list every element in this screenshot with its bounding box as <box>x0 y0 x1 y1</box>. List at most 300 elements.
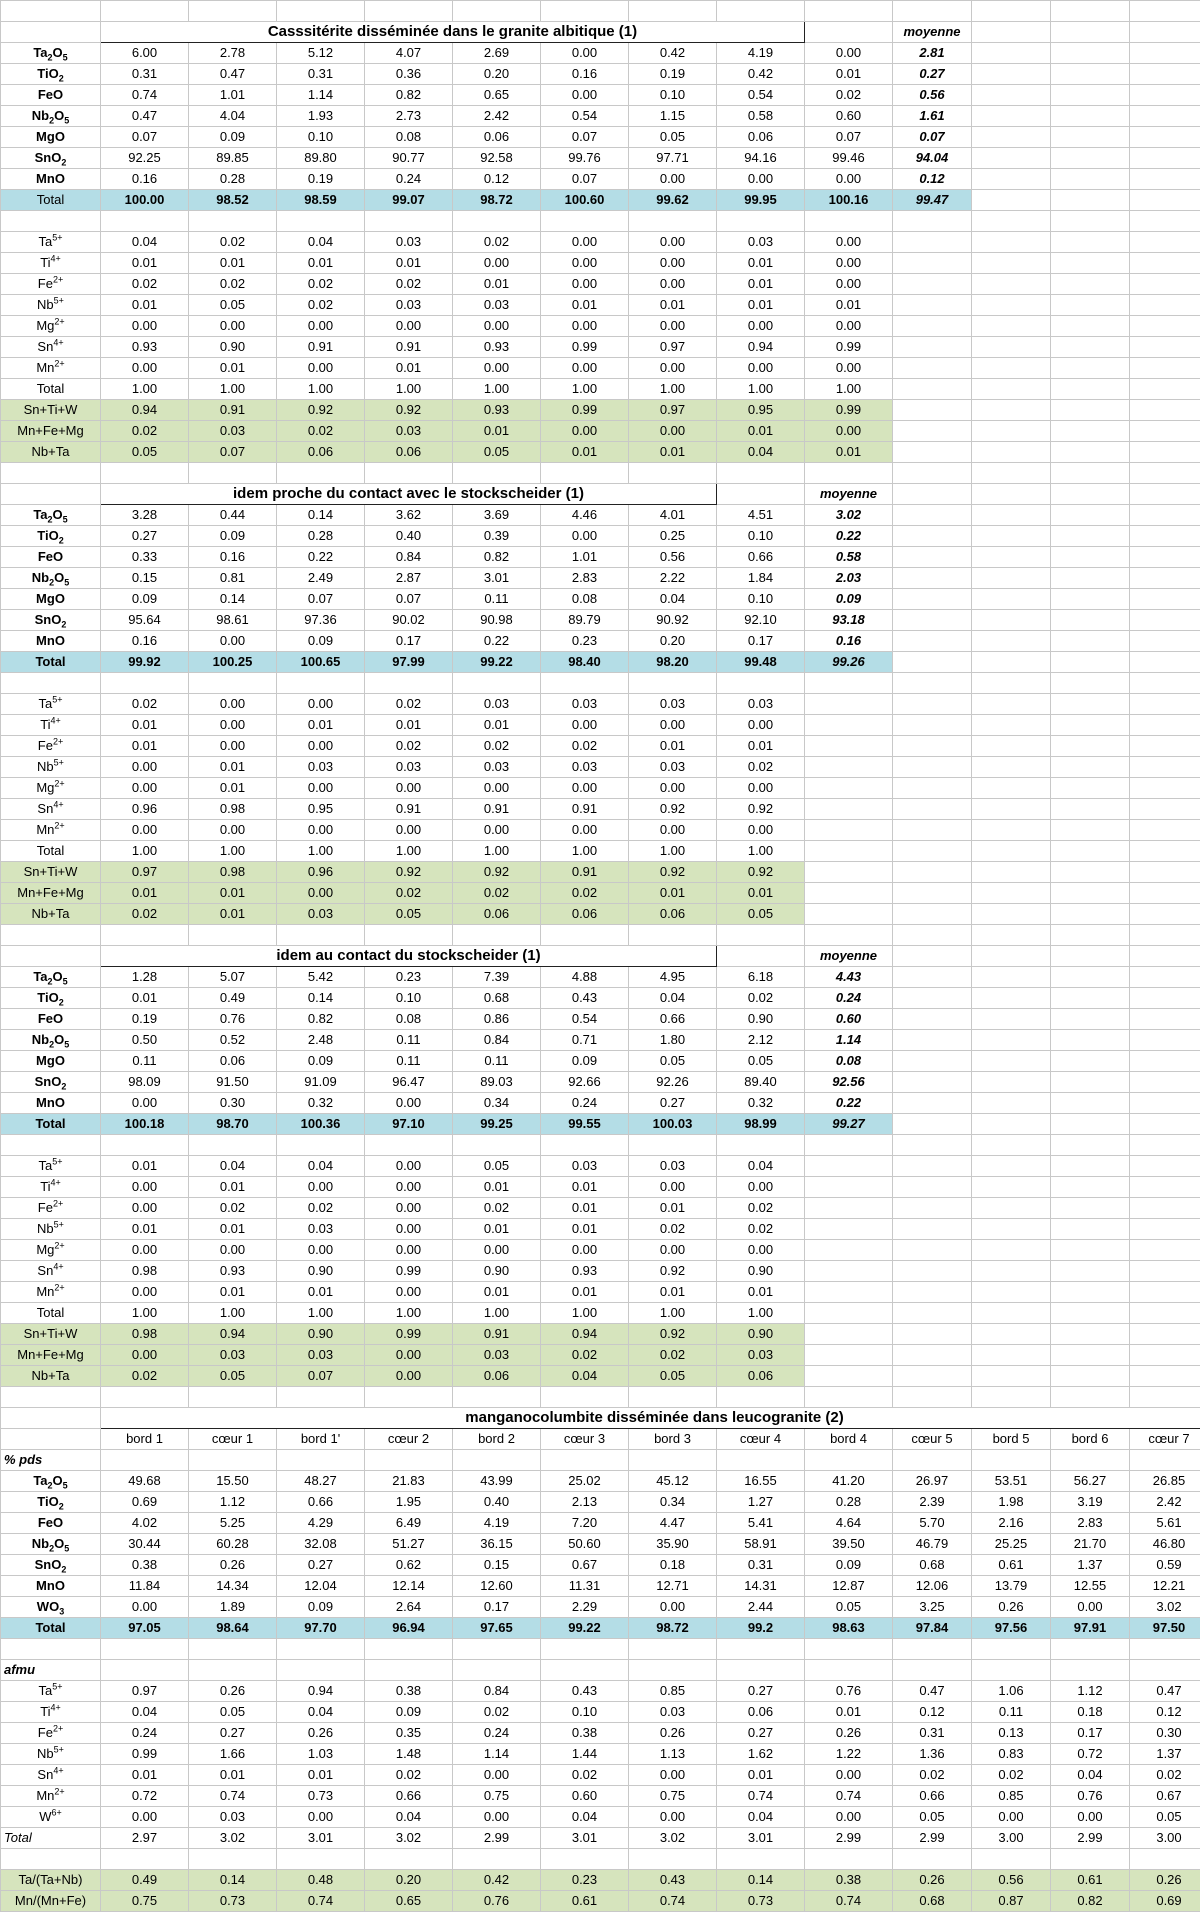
value-cell[interactable]: 0.14 <box>189 589 277 610</box>
column-header[interactable]: cœur 3 <box>541 1429 629 1450</box>
value-cell[interactable]: 0.01 <box>805 442 893 463</box>
ratio-label[interactable]: Nb+Ta <box>1 442 101 463</box>
empty-cell[interactable] <box>541 1450 629 1471</box>
value-cell[interactable]: 1.00 <box>101 379 189 400</box>
value-cell[interactable]: 0.28 <box>805 1492 893 1513</box>
value-cell[interactable]: 0.20 <box>365 1870 453 1891</box>
value-cell[interactable]: 0.07 <box>277 1366 365 1387</box>
empty-cell[interactable] <box>1051 967 1130 988</box>
value-cell[interactable]: 0.09 <box>541 1051 629 1072</box>
value-cell[interactable]: 0.16 <box>101 169 189 190</box>
value-cell[interactable]: 2.87 <box>365 568 453 589</box>
value-cell[interactable]: 0.31 <box>893 1723 972 1744</box>
empty-cell[interactable] <box>972 862 1051 883</box>
value-cell[interactable]: 1.00 <box>541 841 629 862</box>
value-cell[interactable]: 0.90 <box>277 1261 365 1282</box>
value-cell[interactable]: 94.16 <box>717 148 805 169</box>
empty-cell[interactable] <box>805 1387 893 1408</box>
empty-cell[interactable] <box>1130 1849 1200 1870</box>
value-cell[interactable]: 0.71 <box>541 1030 629 1051</box>
empty-cell[interactable] <box>365 211 453 232</box>
empty-cell[interactable] <box>1051 1660 1130 1681</box>
moyenne-total[interactable]: 99.26 <box>805 652 893 673</box>
value-cell[interactable]: 0.00 <box>629 274 717 295</box>
value-cell[interactable]: 0.32 <box>717 1093 805 1114</box>
empty-cell[interactable] <box>1130 526 1200 547</box>
empty-cell[interactable] <box>972 1240 1051 1261</box>
value-cell[interactable]: 2.99 <box>805 1828 893 1849</box>
empty-cell[interactable] <box>1130 64 1200 85</box>
value-cell[interactable]: 2.49 <box>277 568 365 589</box>
value-cell[interactable]: 3.25 <box>893 1597 972 1618</box>
empty-cell[interactable] <box>972 505 1051 526</box>
value-cell[interactable]: 0.00 <box>453 1765 541 1786</box>
empty-cell[interactable] <box>453 1387 541 1408</box>
value-cell[interactable]: 0.00 <box>101 1597 189 1618</box>
empty-cell[interactable] <box>893 736 972 757</box>
total-label[interactable]: Total <box>1 1114 101 1135</box>
value-cell[interactable]: 43.99 <box>453 1471 541 1492</box>
section-title[interactable]: manganocolumbite disséminée dans leucogranite (2) <box>101 1408 1200 1429</box>
value-cell[interactable]: 0.05 <box>717 904 805 925</box>
value-cell[interactable]: 0.97 <box>101 862 189 883</box>
value-cell[interactable]: 0.92 <box>629 799 717 820</box>
value-cell[interactable]: 0.82 <box>453 547 541 568</box>
empty-cell[interactable] <box>972 757 1051 778</box>
value-cell[interactable]: 0.06 <box>717 1702 805 1723</box>
value-cell[interactable]: 0.01 <box>189 757 277 778</box>
empty-cell[interactable] <box>893 1030 972 1051</box>
total-cell[interactable]: 99.22 <box>453 652 541 673</box>
empty-cell[interactable] <box>1051 736 1130 757</box>
empty-cell[interactable] <box>893 631 972 652</box>
value-cell[interactable]: 3.28 <box>101 505 189 526</box>
value-cell[interactable]: 0.24 <box>453 1723 541 1744</box>
value-cell[interactable]: 26.97 <box>893 1471 972 1492</box>
value-cell[interactable]: 1.00 <box>277 379 365 400</box>
oxide-label[interactable]: $Nb_2O_5$ <box>1 568 101 589</box>
value-cell[interactable]: 1.00 <box>541 379 629 400</box>
total-cell[interactable]: 99.2 <box>717 1618 805 1639</box>
value-cell[interactable]: 0.01 <box>629 1282 717 1303</box>
empty-cell[interactable] <box>972 484 1051 505</box>
value-cell[interactable]: 0.04 <box>717 442 805 463</box>
value-cell[interactable]: 0.66 <box>717 547 805 568</box>
value-cell[interactable]: 0.03 <box>629 757 717 778</box>
empty-cell[interactable] <box>1051 22 1130 43</box>
value-cell[interactable]: 0.00 <box>1051 1807 1130 1828</box>
empty-cell[interactable] <box>1051 1198 1130 1219</box>
empty-cell[interactable] <box>1051 505 1130 526</box>
empty-cell[interactable] <box>189 1660 277 1681</box>
value-cell[interactable]: 0.01 <box>189 1219 277 1240</box>
value-cell[interactable]: 1.00 <box>101 1303 189 1324</box>
oxide-label[interactable]: MgO <box>1 127 101 148</box>
value-cell[interactable]: 0.00 <box>541 274 629 295</box>
value-cell[interactable]: 0.27 <box>101 526 189 547</box>
value-cell[interactable]: 0.30 <box>1130 1723 1200 1744</box>
value-cell[interactable]: 0.00 <box>189 631 277 652</box>
value-cell[interactable]: 0.00 <box>541 43 629 64</box>
value-cell[interactable]: 0.90 <box>717 1009 805 1030</box>
value-cell[interactable]: 1.01 <box>541 547 629 568</box>
empty-cell[interactable] <box>893 316 972 337</box>
value-cell[interactable]: 3.02 <box>189 1828 277 1849</box>
value-cell[interactable]: 0.00 <box>277 1807 365 1828</box>
value-cell[interactable]: 0.04 <box>541 1807 629 1828</box>
value-cell[interactable]: 91.09 <box>277 1072 365 1093</box>
value-cell[interactable]: 0.00 <box>365 1198 453 1219</box>
empty-cell[interactable] <box>805 1240 893 1261</box>
value-cell[interactable]: 0.00 <box>277 1240 365 1261</box>
value-cell[interactable]: 0.35 <box>365 1723 453 1744</box>
value-cell[interactable]: 0.00 <box>101 358 189 379</box>
value-cell[interactable]: 0.47 <box>893 1681 972 1702</box>
value-cell[interactable]: 3.01 <box>453 568 541 589</box>
value-cell[interactable]: 0.94 <box>541 1324 629 1345</box>
column-header[interactable]: bord 1' <box>277 1429 365 1450</box>
empty-cell[interactable] <box>1130 1660 1200 1681</box>
value-cell[interactable]: 0.09 <box>189 127 277 148</box>
value-cell[interactable]: 0.90 <box>717 1324 805 1345</box>
empty-cell[interactable] <box>893 232 972 253</box>
moyenne-cell[interactable]: 0.16 <box>805 631 893 652</box>
value-cell[interactable]: 0.04 <box>629 988 717 1009</box>
oxide-label[interactable]: MgO <box>1 1051 101 1072</box>
ion-label[interactable]: $Fe^{2+}$ <box>1 1198 101 1219</box>
value-cell[interactable]: 0.44 <box>189 505 277 526</box>
empty-cell[interactable] <box>101 211 189 232</box>
empty-cell[interactable] <box>717 1450 805 1471</box>
value-cell[interactable]: 0.00 <box>101 1093 189 1114</box>
column-header[interactable]: cœur 7 <box>1130 1429 1200 1450</box>
empty-cell[interactable] <box>1051 631 1130 652</box>
empty-cell[interactable] <box>972 190 1051 211</box>
value-cell[interactable]: 0.02 <box>541 1345 629 1366</box>
value-cell[interactable]: 46.80 <box>1130 1534 1200 1555</box>
value-cell[interactable]: 0.00 <box>189 694 277 715</box>
value-cell[interactable]: 0.93 <box>189 1261 277 1282</box>
empty-cell[interactable] <box>893 526 972 547</box>
ratio-label[interactable]: Sn+Ti+W <box>1 862 101 883</box>
value-cell[interactable]: 0.23 <box>541 1870 629 1891</box>
empty-cell[interactable] <box>453 673 541 694</box>
empty-cell[interactable] <box>541 1135 629 1156</box>
empty-cell[interactable] <box>541 673 629 694</box>
value-cell[interactable]: 0.04 <box>541 1366 629 1387</box>
total-cell[interactable]: 100.60 <box>541 190 629 211</box>
empty-cell[interactable] <box>893 442 972 463</box>
oxide-label[interactable]: TiO$_2$ <box>1 64 101 85</box>
ion-label[interactable]: Total <box>1 1303 101 1324</box>
empty-cell[interactable] <box>1051 1030 1130 1051</box>
value-cell[interactable]: 0.00 <box>101 1282 189 1303</box>
empty-cell[interactable] <box>893 946 972 967</box>
value-cell[interactable]: 0.00 <box>365 1345 453 1366</box>
value-cell[interactable]: 14.34 <box>189 1576 277 1597</box>
moyenne-cell[interactable]: 0.08 <box>805 1051 893 1072</box>
value-cell[interactable]: 0.66 <box>893 1786 972 1807</box>
value-cell[interactable]: 0.00 <box>453 358 541 379</box>
value-cell[interactable]: 0.15 <box>101 568 189 589</box>
value-cell[interactable]: 0.28 <box>189 169 277 190</box>
empty-cell[interactable] <box>717 463 805 484</box>
ion-label[interactable]: $Ta^{5+}$ <box>1 1681 101 1702</box>
empty-cell[interactable] <box>101 1450 189 1471</box>
empty-cell[interactable] <box>893 610 972 631</box>
empty-cell[interactable] <box>893 253 972 274</box>
empty-cell[interactable] <box>1130 1261 1200 1282</box>
value-cell[interactable]: 1.14 <box>277 85 365 106</box>
value-cell[interactable]: 0.04 <box>277 232 365 253</box>
empty-cell[interactable] <box>277 1849 365 1870</box>
value-cell[interactable]: 0.17 <box>365 631 453 652</box>
value-cell[interactable]: 0.00 <box>629 1807 717 1828</box>
empty-cell[interactable] <box>972 1366 1051 1387</box>
value-cell[interactable]: 0.11 <box>453 589 541 610</box>
empty-cell[interactable] <box>893 1849 972 1870</box>
empty-cell[interactable] <box>972 1177 1051 1198</box>
empty-cell[interactable] <box>972 400 1051 421</box>
value-cell[interactable]: 0.04 <box>1051 1765 1130 1786</box>
value-cell[interactable]: 3.01 <box>277 1828 365 1849</box>
value-cell[interactable]: 5.42 <box>277 967 365 988</box>
value-cell[interactable]: 0.00 <box>277 1177 365 1198</box>
value-cell[interactable]: 0.03 <box>277 757 365 778</box>
value-cell[interactable]: 0.00 <box>805 169 893 190</box>
value-cell[interactable]: 90.02 <box>365 610 453 631</box>
empty-cell[interactable] <box>717 925 805 946</box>
ion-label[interactable]: $Sn^{4+}$ <box>1 337 101 358</box>
value-cell[interactable]: 0.02 <box>365 1765 453 1786</box>
empty-cell[interactable] <box>1051 1093 1130 1114</box>
value-cell[interactable]: 12.04 <box>277 1576 365 1597</box>
value-cell[interactable]: 0.43 <box>629 1870 717 1891</box>
total-cell[interactable]: 100.03 <box>629 1114 717 1135</box>
ion-label[interactable]: $Fe^{2+}$ <box>1 274 101 295</box>
empty-cell[interactable] <box>1051 526 1130 547</box>
value-cell[interactable]: 0.01 <box>629 736 717 757</box>
value-cell[interactable]: 1.00 <box>805 379 893 400</box>
value-cell[interactable]: 90.98 <box>453 610 541 631</box>
oxide-label[interactable]: $Nb_2O_5$ <box>1 106 101 127</box>
value-cell[interactable]: 3.19 <box>1051 1492 1130 1513</box>
empty-cell[interactable] <box>1051 1324 1130 1345</box>
value-cell[interactable]: 1.00 <box>629 1303 717 1324</box>
empty-cell[interactable] <box>1051 1072 1130 1093</box>
value-cell[interactable]: 0.02 <box>365 883 453 904</box>
value-cell[interactable]: 12.55 <box>1051 1576 1130 1597</box>
empty-cell[interactable] <box>1051 1639 1130 1660</box>
value-cell[interactable]: 0.02 <box>189 1198 277 1219</box>
empty-cell[interactable] <box>1130 106 1200 127</box>
empty-cell[interactable] <box>189 1 277 22</box>
value-cell[interactable]: 2.42 <box>453 106 541 127</box>
ion-label[interactable]: $Ti^{4+}$ <box>1 1177 101 1198</box>
value-cell[interactable]: 2.39 <box>893 1492 972 1513</box>
value-cell[interactable]: 0.00 <box>189 316 277 337</box>
value-cell[interactable]: 4.64 <box>805 1513 893 1534</box>
value-cell[interactable]: 0.98 <box>101 1261 189 1282</box>
value-cell[interactable]: 0.68 <box>453 988 541 1009</box>
value-cell[interactable]: 41.20 <box>805 1471 893 1492</box>
oxide-label[interactable]: FeO <box>1 1513 101 1534</box>
value-cell[interactable]: 12.06 <box>893 1576 972 1597</box>
value-cell[interactable]: 0.13 <box>972 1723 1051 1744</box>
value-cell[interactable]: 0.02 <box>717 988 805 1009</box>
value-cell[interactable]: 0.66 <box>629 1009 717 1030</box>
empty-cell[interactable] <box>972 673 1051 694</box>
empty-cell[interactable] <box>893 1324 972 1345</box>
value-cell[interactable]: 7.20 <box>541 1513 629 1534</box>
moyenne-cell[interactable]: 3.02 <box>805 505 893 526</box>
empty-cell[interactable] <box>717 1387 805 1408</box>
value-cell[interactable]: 0.00 <box>541 358 629 379</box>
empty-cell[interactable] <box>805 1450 893 1471</box>
column-header[interactable]: bord 2 <box>453 1429 541 1450</box>
value-cell[interactable]: 0.33 <box>101 547 189 568</box>
ratio-label[interactable]: Mn+Fe+Mg <box>1 883 101 904</box>
value-cell[interactable]: 0.05 <box>189 295 277 316</box>
value-cell[interactable]: 0.22 <box>453 631 541 652</box>
value-cell[interactable]: 0.98 <box>101 1324 189 1345</box>
empty-cell[interactable] <box>972 1660 1051 1681</box>
empty-cell[interactable] <box>805 925 893 946</box>
value-cell[interactable]: 0.31 <box>717 1555 805 1576</box>
total-cell[interactable]: 100.25 <box>189 652 277 673</box>
value-cell[interactable]: 2.99 <box>1051 1828 1130 1849</box>
empty-cell[interactable] <box>1130 127 1200 148</box>
value-cell[interactable]: 0.09 <box>277 1051 365 1072</box>
value-cell[interactable]: 0.00 <box>101 1345 189 1366</box>
value-cell[interactable]: 0.03 <box>717 694 805 715</box>
empty-cell[interactable] <box>1051 169 1130 190</box>
value-cell[interactable]: 0.02 <box>453 1198 541 1219</box>
empty-cell[interactable] <box>1051 1135 1130 1156</box>
empty-cell[interactable] <box>1130 568 1200 589</box>
empty-cell[interactable] <box>1130 1114 1200 1135</box>
value-cell[interactable]: 5.61 <box>1130 1513 1200 1534</box>
value-cell[interactable]: 0.11 <box>972 1702 1051 1723</box>
value-cell[interactable]: 89.85 <box>189 148 277 169</box>
value-cell[interactable]: 0.00 <box>717 169 805 190</box>
value-cell[interactable]: 0.60 <box>805 106 893 127</box>
empty-cell[interactable] <box>972 526 1051 547</box>
total-cell[interactable]: 99.48 <box>717 652 805 673</box>
value-cell[interactable]: 4.19 <box>717 43 805 64</box>
empty-cell[interactable] <box>805 1177 893 1198</box>
value-cell[interactable]: 2.12 <box>717 1030 805 1051</box>
value-cell[interactable]: 0.05 <box>805 1597 893 1618</box>
empty-cell[interactable] <box>805 1156 893 1177</box>
empty-cell[interactable] <box>972 1261 1051 1282</box>
value-cell[interactable]: 1.00 <box>629 841 717 862</box>
empty-cell[interactable] <box>1130 505 1200 526</box>
empty-cell[interactable] <box>1130 1450 1200 1471</box>
empty-cell[interactable] <box>189 673 277 694</box>
value-cell[interactable]: 0.11 <box>365 1030 453 1051</box>
oxide-label[interactable]: TiO$_2$ <box>1 1492 101 1513</box>
empty-cell[interactable] <box>453 1135 541 1156</box>
value-cell[interactable]: 0.10 <box>541 1702 629 1723</box>
value-cell[interactable]: 0.02 <box>101 904 189 925</box>
value-cell[interactable]: 0.07 <box>805 127 893 148</box>
value-cell[interactable]: 0.00 <box>717 358 805 379</box>
value-cell[interactable]: 0.03 <box>365 757 453 778</box>
empty-cell[interactable] <box>893 1450 972 1471</box>
total-cell[interactable]: 98.72 <box>629 1618 717 1639</box>
empty-cell[interactable] <box>893 1639 972 1660</box>
value-cell[interactable]: 1.28 <box>101 967 189 988</box>
empty-cell[interactable] <box>453 1849 541 1870</box>
value-cell[interactable]: 96.47 <box>365 1072 453 1093</box>
value-cell[interactable]: 0.97 <box>629 400 717 421</box>
value-cell[interactable]: 0.10 <box>277 127 365 148</box>
value-cell[interactable]: 0.00 <box>717 715 805 736</box>
value-cell[interactable]: 0.00 <box>365 1156 453 1177</box>
value-cell[interactable]: 0.08 <box>365 1009 453 1030</box>
value-cell[interactable]: 0.00 <box>541 526 629 547</box>
empty-cell[interactable] <box>893 484 972 505</box>
value-cell[interactable]: 0.06 <box>453 1366 541 1387</box>
value-cell[interactable]: 0.40 <box>453 1492 541 1513</box>
empty-cell[interactable] <box>972 694 1051 715</box>
value-cell[interactable]: 0.00 <box>101 1807 189 1828</box>
empty-cell[interactable] <box>972 946 1051 967</box>
empty-cell[interactable] <box>805 883 893 904</box>
ion-label[interactable]: $Ti^{4+}$ <box>1 253 101 274</box>
value-cell[interactable]: 89.03 <box>453 1072 541 1093</box>
empty-cell[interactable] <box>277 925 365 946</box>
empty-cell[interactable] <box>189 1135 277 1156</box>
ion-label[interactable]: $Mn^{2+}$ <box>1 358 101 379</box>
empty-cell[interactable] <box>1130 1072 1200 1093</box>
value-cell[interactable]: 1.62 <box>717 1744 805 1765</box>
value-cell[interactable]: 98.61 <box>189 610 277 631</box>
value-cell[interactable]: 0.09 <box>805 1555 893 1576</box>
empty-cell[interactable] <box>629 673 717 694</box>
empty-cell[interactable] <box>277 1 365 22</box>
value-cell[interactable]: 1.27 <box>717 1492 805 1513</box>
oxide-label[interactable]: $Ta_2O_5$ <box>1 43 101 64</box>
ratio-label[interactable]: Sn+Ti+W <box>1 1324 101 1345</box>
value-cell[interactable]: 0.38 <box>541 1723 629 1744</box>
value-cell[interactable]: 0.84 <box>453 1681 541 1702</box>
value-cell[interactable]: 0.75 <box>453 1786 541 1807</box>
moyenne-cell[interactable]: 92.56 <box>805 1072 893 1093</box>
value-cell[interactable]: 0.10 <box>717 589 805 610</box>
value-cell[interactable]: 6.18 <box>717 967 805 988</box>
value-cell[interactable]: 0.00 <box>629 1240 717 1261</box>
value-cell[interactable]: 5.25 <box>189 1513 277 1534</box>
moyenne-header[interactable]: moyenne <box>893 22 972 43</box>
total-label[interactable]: Total <box>1 1618 101 1639</box>
value-cell[interactable]: 0.24 <box>101 1723 189 1744</box>
empty-cell[interactable] <box>1130 652 1200 673</box>
value-cell[interactable]: 0.31 <box>277 64 365 85</box>
value-cell[interactable]: 0.00 <box>717 1240 805 1261</box>
value-cell[interactable]: 0.14 <box>717 1870 805 1891</box>
value-cell[interactable]: 0.86 <box>453 1009 541 1030</box>
total-cell[interactable]: 97.84 <box>893 1618 972 1639</box>
empty-cell[interactable] <box>1051 988 1130 1009</box>
empty-cell[interactable] <box>1 925 101 946</box>
oxide-label[interactable]: $Nb_2O_5$ <box>1 1534 101 1555</box>
value-cell[interactable]: 11.31 <box>541 1576 629 1597</box>
empty-cell[interactable] <box>805 757 893 778</box>
value-cell[interactable]: 0.00 <box>805 43 893 64</box>
value-cell[interactable]: 0.00 <box>101 820 189 841</box>
